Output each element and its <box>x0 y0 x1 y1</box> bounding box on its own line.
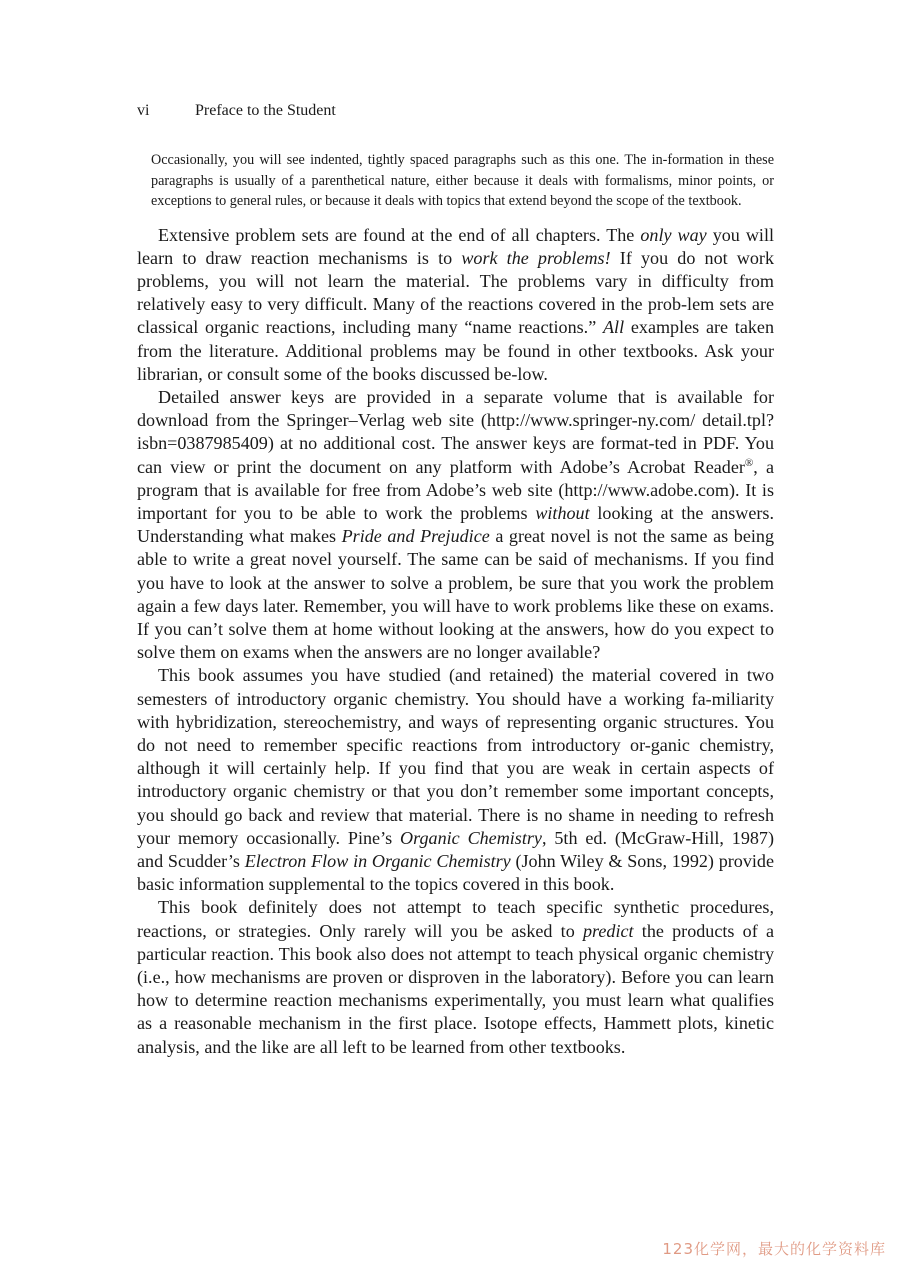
running-title: Preface to the Student <box>195 102 336 119</box>
title-organic-chemistry: Organic Chemistry <box>400 827 542 848</box>
watermark-text: 123化学网，最大的化学资料库 <box>662 1240 886 1258</box>
emphasis-without: without <box>535 502 590 523</box>
registered-mark: ® <box>744 456 754 469</box>
paragraph-prerequisites: This book assumes you have studied (and retained) the material covered in two semesters of introductory organic chemistry. You should have a working fa-miliarity with hybridization, stereochemistry, and ways of representing organic structures. You do not need to remember specific reactions from introductory or-ganic chemistry, although it will certainly help. If you find that you are weak in certain aspects of introductory organic chemistry or that you don’t remember some important concepts, you should go back and review that material. There is no shame in needing to refresh your memory occasionally. Pine’s Organic Chemistry, 5th ed. (McGraw-Hill, 1987) and Scudder’s Electron Flow in Organic Chemistry (John Wiley & Sons, 1992) provide basic information supplemental to the topics covered in this book. <box>137 665 774 895</box>
emphasis-predict: predict <box>582 920 634 941</box>
emphasis-only-way: only way <box>640 224 707 245</box>
paragraph-scope: This book definitely does not attempt to teach specific synthetic procedures, reactions, or strategies. Only rarely will you be asked to predict the products of a particular reaction. This book also does not attempt to teach physical organic chemistry (i.e., how mechanisms are proven or disproven in the laboratory). Before you can learn how to determine reaction mechanisms experimentally, you must learn what qualifies as a reasonable mechanism in the first place. Isotope effects, Hammett plots, kinetic analysis, and the like are all left to be learned from other textbooks. <box>137 897 774 1057</box>
emphasis-work-the-problems: work the problems! <box>461 247 611 268</box>
title-electron-flow: Electron Flow in Organic Chemistry <box>244 850 511 871</box>
page-number: vi <box>137 102 150 119</box>
paragraph-answer-keys: Detailed answer keys are provided in a separate volume that is available for download from the Springer–Verlag web site (http://www.springer-ny.com/ detail.tpl?isbn=0387985409) at no additional cost. The answer keys are format-ted in PDF. You can view or print the document on any platform with Adobe’s Acrobat Reader®, a program that is available for free from Adobe’s web site (http://www.adobe.com). It is important for you to be able to work the problems without looking at the answers. Understanding what makes Pride and Prejudice a great novel is not the same as being able to write a great novel yourself. The same can be said of mechanisms. If you find you have to look at the answer to solve a problem, be sure that you work the problem again a few days later. Remember, you will have to work problems like these on exams. If you can’t solve them at home without looking at the answers, how do you expect to solve them on exams when the answers are no longer available? <box>137 386 774 663</box>
page-body <box>137 100 774 1059</box>
indented-note-paragraph: Occasionally, you will see indented, tightly spaced paragraphs such as this one. The in-formation in these paragraphs is usually of a parenthetical nature, either because it deals with formalisms, minor points, or exceptions to general rules, or because it deals with topics that extend beyond the scope of the textbook. <box>151 152 774 209</box>
title-pride-and-prejudice: Pride and Prejudice <box>341 526 490 547</box>
paragraph-problem-sets: Extensive problem sets are found at the end of all chapters. The only way you will learn to draw reaction mechanisms is to work the problems! If you do not work problems, you will not learn the material. The problems vary in difficulty from relatively easy to very difficult. Many of the reactions covered in the prob-lem sets are classical organic reactions, including many “name reactions.” All examples are taken from the literature. Additional problems may be found in other textbooks. Ask your librarian, or consult some of the books discussed be-low. <box>137 224 775 384</box>
emphasis-all: All <box>603 317 625 338</box>
running-head <box>137 100 774 122</box>
